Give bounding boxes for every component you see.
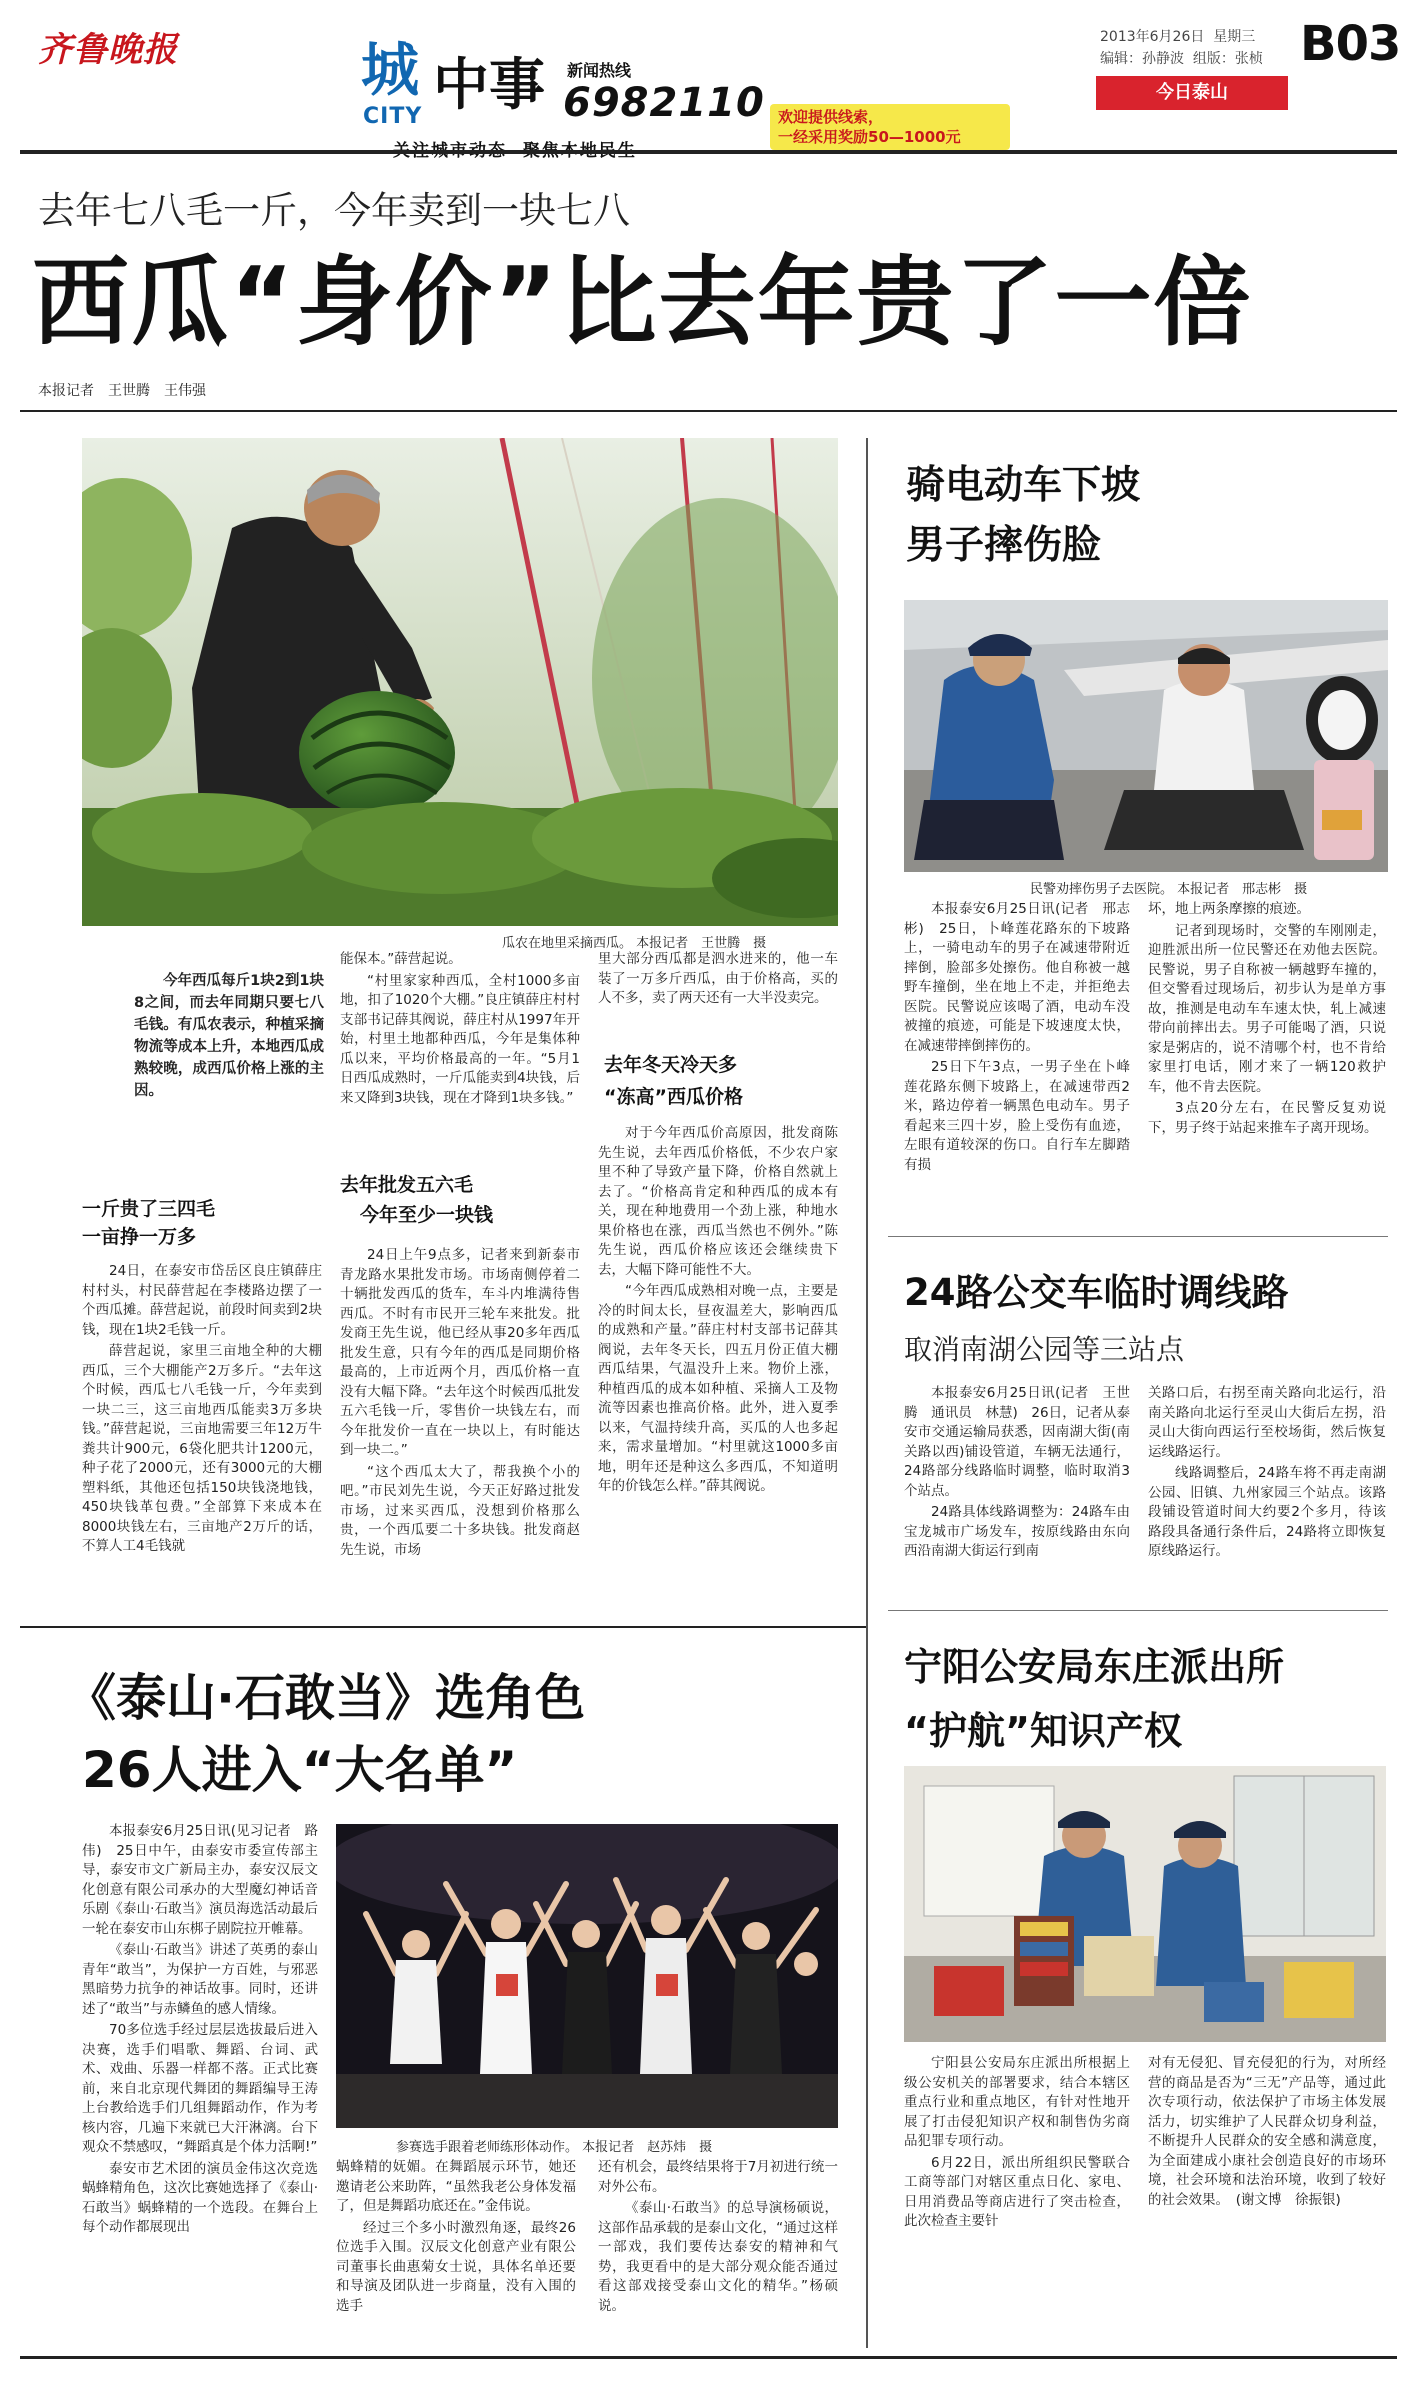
story4-headline-2: 26人进入“大名单”	[82, 1741, 518, 1799]
story3-headline: 24路公交车临时调线路	[904, 1271, 1289, 1314]
story3-rule	[888, 1610, 1388, 1611]
lead-col3-para0: 里大部分西瓜都是泗水进来的，他一车装了一万多斤西瓜，由于价格高，买的人不多，卖了两天还有一大半没卖完。	[598, 951, 838, 1006]
lead-subhead-3b: “冻高”西瓜价格	[604, 1086, 743, 1108]
police-injured-man-image	[904, 600, 1388, 872]
lead-col2-para3: “这个西瓜太大了，帮我换个小的吧。”市民刘先生说，今天正好路过批发市场，过来买西瓜，没想到价格那么贵，一个西瓜要二十多块钱。批发商赵先生说，市场	[340, 1463, 580, 1558]
lead-col-3b	[598, 1124, 838, 1499]
hotline-number: 6982110	[563, 80, 765, 126]
lead-subhead-1b: 一亩挣一万多	[82, 1226, 197, 1248]
story2-col2-para3: 3点20分左右，在民警反复劝说下，男子终于站起来推车子离开现场。	[1148, 1100, 1386, 1136]
section-logo	[355, 32, 795, 162]
lead-byline: 本报记者 王世腾 王伟强	[38, 383, 206, 399]
issue-date	[1100, 26, 1255, 46]
story3-subhead: 取消南湖公园等三站点	[904, 1333, 1185, 1366]
lead-col1-para1: 24日，在泰安市岱岳区良庄镇薛庄村村头，村民薛营起在李楼路边摆了一个西瓜摊。薛营起说，前段时间卖到2块钱，现在1块2毛钱一斤。	[82, 1263, 322, 1338]
tip-line-2: 一经采用奖励50—1000元	[778, 128, 961, 146]
lead-col-2a	[340, 950, 580, 1110]
lead-col2-para1: “村里家家种西瓜，全村1000多亩地，扣了1020个大棚。”良庄镇薛庄村村支部书记薛其阀说，薛庄村从1997年开始，村里土地都种西瓜，今年是集体种瓜以来，平均价格最高的一年。“5月1日西瓜成熟时，一斤瓜能卖到4块钱，后来又降到3块钱，现在才降到1块多钱。”	[340, 972, 580, 1106]
column-divider	[866, 438, 868, 2348]
story4-col2-para1: 蜗蜂精的妩媚。在舞蹈展示环节，她还邀请老公来助阵，“虽然我老公身体发福了，但是舞蹈功底还在。”金伟说。	[336, 2159, 576, 2214]
story4-col1-para4: 泰安市艺术团的演员金伟这次竞选蜗蜂精角色，这次比赛她选择了《泰山·石敢当》蜗蜂精的一个选段。在舞台上每个动作都展现出	[82, 2160, 318, 2235]
tip-line-1: 欢迎提供线索，	[778, 108, 884, 126]
hotline-label: 新闻热线	[567, 61, 632, 80]
lead-col1-para2: 薛营起说，家里三亩地全种的大棚西瓜，三个大棚能产2万多斤。“去年这个时候，西瓜七八毛钱一斤，今年卖到一块二三，这三亩地西瓜能卖3万多块钱。”薛营起说，三亩地需要三年12万牛粪共计900元，6袋化肥共计1200元，种子花了2000元，还有3000元的大棚塑料纸，其他还包括150块钱浇地钱，450块钱革包费。”全部算下来成本在8000块钱左右，三亩地产2万斤的话，不算人工4毛钱就	[82, 1343, 322, 1554]
lead-photo	[82, 438, 838, 926]
page-bottom-rule	[20, 2356, 1397, 2359]
story4-col-1	[82, 1822, 318, 2240]
date-text: 2013年6月26日	[1100, 29, 1205, 45]
story4-col2-para2: 经过三个多小时激烈角逐，最终26位选手入围。汉辰文化创意产业有限公司董事长曲惠菊女士说，具体名单还要和导演及团队进一步商量，没有入围的选手	[336, 2219, 576, 2314]
lead-summary	[134, 970, 324, 1104]
lead-col-1	[82, 1262, 322, 1559]
weekday-text: 星期三	[1213, 29, 1256, 45]
story4-col3-para2: 《泰山·石敢当》的总导演杨硕说，这部作品承载的是泰山文化，“通过这样一部戏，我们要传达泰安的精神和气势，我更看中的是大部分观众能否通过看这部戏接受泰山文化的精华。”杨硕说。	[598, 2200, 838, 2314]
story2-rule	[888, 1236, 1388, 1237]
story5-col-1	[904, 2054, 1130, 2234]
dance-rehearsal-image	[336, 1824, 838, 2128]
watermelon-farmer-image	[82, 438, 838, 926]
story2-photo-caption: 民警劝摔伤男子去医院。 本报记者 邢志彬 摄	[1030, 882, 1308, 897]
lead-col2-para2: 24日上午9点多，记者来到新泰市青龙路水果批发市场。市场南侧停着二十辆批发西瓜的货车，车斗内堆满待售西瓜。不时有市民开三轮车来批发。批发商王先生说，他已经从事20多年西瓜批发生意，只有今年的西瓜是同期价格最高的，上市近两个月，西瓜价格一直没有大幅下降。“去年这个时候西瓜批发五六毛钱一斤，零售价一块钱左右，而今年批发价一直在一块以上，有时能达到一块二。”	[340, 1247, 580, 1458]
story2-col-1	[904, 900, 1130, 1177]
masthead-rule	[20, 150, 1397, 154]
story4-col1-para1: 本报泰安6月25日讯(见习记者 路伟) 25日中午，由泰安市委宣传部主导，泰安市文广新局主办，泰安汉辰文化创意有限公司承办的大型魔幻神话音乐剧《泰山·石敢当》演员海选活动最后一轮在泰安市山东梆子剧院拉开帷幕。	[82, 1823, 318, 1937]
story2-headline-1: 骑电动车下坡	[906, 463, 1141, 508]
story4-col1-para3: 70多位选手经过层层选拔最后进入决赛，选手们唱歌、舞蹈、台词、武术、戏曲、乐器一样都不落。正式比赛前，来自北京现代舞团的舞蹈编导王涛上台教给选手们几组舞蹈动作，作为考核内容，几遍下来就已大汗淋漓。台下观众不禁感叹，“舞蹈真是个体力活啊!”	[82, 2022, 318, 2155]
story5-headline-2: “护航”知识产权	[904, 1709, 1182, 1753]
lead-headline: 西瓜“身价”比去年贵了一倍	[32, 246, 1253, 359]
lead-kicker: 去年七八毛一斤，今年卖到一块七八	[38, 189, 630, 232]
layout-text: 组版：张桢	[1192, 51, 1263, 67]
story5-headline-1: 宁阳公安局东庄派出所	[904, 1645, 1285, 1689]
lead-col2-para0: 能保本。”薛营起说。	[340, 951, 462, 967]
story4-col-2	[336, 2158, 576, 2318]
story5-col1-para1: 宁阳县公安局东庄派出所根据上级公安机关的部署要求，结合本辖区重点行业和重点地区，有针对性地开展了打击侵犯知识产权和制售伪劣商品犯罪专项行动。	[904, 2055, 1130, 2149]
story2-col2-para2: 记者到现场时，交警的车刚刚走，迎胜派出所一位民警还在劝他去医院。民警说，男子自称被一辆越野车撞的，但交警看过现场后，初步认为是单方事故，推测是电动车车速太快，轧上减速带向前摔出去。男子可能喝了酒，只说家是粥店的，说不清哪个村，也不肯给家里打电话，刚才来了一辆120救护车，他不肯去医院。	[1148, 922, 1386, 1095]
story3-col2-para1: 关路口后，右拐至南关路向北运行，沿南关路向北运行至灵山大街后左拐，沿灵山大街向西运行至校场街，然后恢复运线路运行。	[1148, 1385, 1386, 1460]
lead-photo-caption: 瓜农在地里采摘西瓜。 本报记者 王世腾 摄	[502, 936, 767, 951]
story2-headline-2: 男子摔伤脸	[906, 523, 1102, 568]
lead-col-2b	[340, 1246, 580, 1562]
lead-col3-para1: 对于今年西瓜价高原因，批发商陈先生说，去年西瓜价格低，不少农户家里不种了导致产量下降，价格自然就上去了。“价格高肯定和种西瓜的成本有关，现在种地费用一个劲上涨，种地水果价格也在涨，西瓜当然也不例外。”陈先生说，西瓜价格应该还会继续贵下去，大幅下降可能性不大。	[598, 1125, 838, 1278]
story5-col2-para1: 对有无侵犯、冒充侵犯的行为，对所经营的商品是否为“三无”产品等，通过此次专项行动，依法保护了市场主体发展活力，切实维护了人民群众切身利益，不断提升人民群众的安全感和满意度，为全面建成小康社会创造良好的市场环境，社会环境和法治环境，收到了较好的社会效果。 (谢文博 徐振银)	[1148, 2055, 1386, 2208]
section-logo-text: 中事	[433, 53, 545, 118]
story2-col2-para1: 坏，地上两条摩擦的痕迹。	[1148, 901, 1310, 917]
section-tag-text: 今日泰山	[1156, 82, 1228, 103]
lead-subhead-2a: 去年批发五六毛	[340, 1174, 474, 1196]
paper-name: 齐鲁晚报	[38, 30, 178, 70]
lead-subhead-1a: 一斤贵了三四毛	[82, 1198, 216, 1220]
lead-col-3a	[598, 950, 838, 1011]
lead-col3-para2: “今年西瓜成熟相对晚一点，主要是冷的时间太长，昼夜温差大，影响西瓜的成熟和产量。”薛庄村村支部书记薛其阀说，去年冬天长，四五月份正值大棚西瓜结果，气温没升上来。物价上涨，种植西瓜的成本如种植、采摘人工及物流等因素也推高价格。此外，进入夏季以来，气温持续升高，买瓜的人也多起来，需求量增加。“村里就这1000多亩地，明年还是种这么多西瓜，不知道明年的价钱怎么样。”薛其阀说。	[598, 1283, 838, 1494]
story5-col1-para2: 6月22日，派出所组织民警联合工商等部门对辖区重点日化、家电、日用消费品等商店进行了突击检查，此次检查主要针	[904, 2154, 1130, 2229]
section-tag	[1096, 76, 1288, 110]
story4-photo-caption: 参赛选手跟着老师练形体动作。 本报记者 赵苏炜 摄	[396, 2140, 713, 2155]
editor-text: 编辑：孙静波	[1100, 51, 1184, 67]
section-logo-char: 城	[361, 36, 420, 104]
story3-col2-para2: 线路调整后，24路车将不再走南湖公园、旧镇、九州家园三个站点。该路段铺设管道时间大约要2个多月，待该路段具备通行条件后，24路将立即恢复原线路运行。	[1148, 1465, 1386, 1559]
story2-col1-para1: 本报泰安6月25日讯(记者 邢志彬) 25日，卜峰莲花路东的下坡路上，一骑电动车的男子在减速带附近摔倒，脸部多处擦伤。他自称被一越野车撞倒，坐在地上不走，并拒绝去医院。民警说应该喝了酒，电动车没被撞的痕迹，可能是下坡速度太快，在减速带摔倒摔伤的。	[904, 901, 1130, 1054]
story4-col1-para2: 《泰山·石敢当》讲述了英勇的泰山青年“敢当”，为保护一方百姓，与邪恶黑暗势力抗争的神话故事。同时，还讲述了“敢当”与赤鳞鱼的感人情缘。	[82, 1942, 318, 2017]
story4-photo	[336, 1824, 838, 2128]
story4-rule	[20, 1626, 866, 1628]
story5-photo	[904, 1766, 1386, 2042]
story3-col-2	[1148, 1384, 1386, 1564]
lead-rule	[20, 410, 1397, 412]
story4-col3-para1: 还有机会，最终结果将于7月初进行统一对外公布。	[598, 2159, 838, 2195]
story3-col1-para1: 本报泰安6月25日讯(记者 王世腾 通讯员 林慧) 26日，记者从泰安市交通运输局获悉，因南湖大街(南关路以西)铺设管道，车辆无法通行，24路部分线路临时调整，临时取消3个站点。	[904, 1385, 1130, 1499]
story2-col1-para2: 25日下午3点，一男子坐在卜峰莲花路东侧下坡路上，在减速带西2米，路边停着一辆黑色电动车。男子看起来三四十岁，脸上受伤有血迹，左眼有道较深的伤口。自行车左脚踏有损	[904, 1059, 1130, 1173]
masthead-slogan	[393, 136, 637, 161]
story2-photo	[904, 600, 1388, 872]
page-number: B03	[1300, 16, 1401, 72]
story3-col-1	[904, 1384, 1130, 1564]
editor-credits	[1100, 48, 1263, 68]
lead-subhead-3a: 去年冬天冷天多	[604, 1054, 738, 1076]
section-logo-city: CITY	[363, 104, 423, 129]
police-inspection-image	[904, 1766, 1386, 2042]
story4-col-3	[598, 2158, 838, 2318]
lead-subhead-2b: 今年至少一块钱	[360, 1204, 494, 1226]
story2-col-2	[1148, 900, 1386, 1140]
lead-summary-text: 今年西瓜每斤1块2到1块8之间，而去年同期只要七八毛钱。有瓜农表示，种植采摘物流等成本上升，本地西瓜成熟较晚，成西瓜价格上涨的主因。	[134, 973, 324, 1099]
story3-col1-para2: 24路具体线路调整为：24路车由宝龙城市广场发车，按原线路由东向西沿南湖大街运行到南	[904, 1504, 1130, 1559]
story4-headline-1: 《泰山·石敢当》选角色	[66, 1669, 585, 1727]
story5-col-2	[1148, 2054, 1386, 2212]
tip-banner	[770, 104, 1010, 150]
